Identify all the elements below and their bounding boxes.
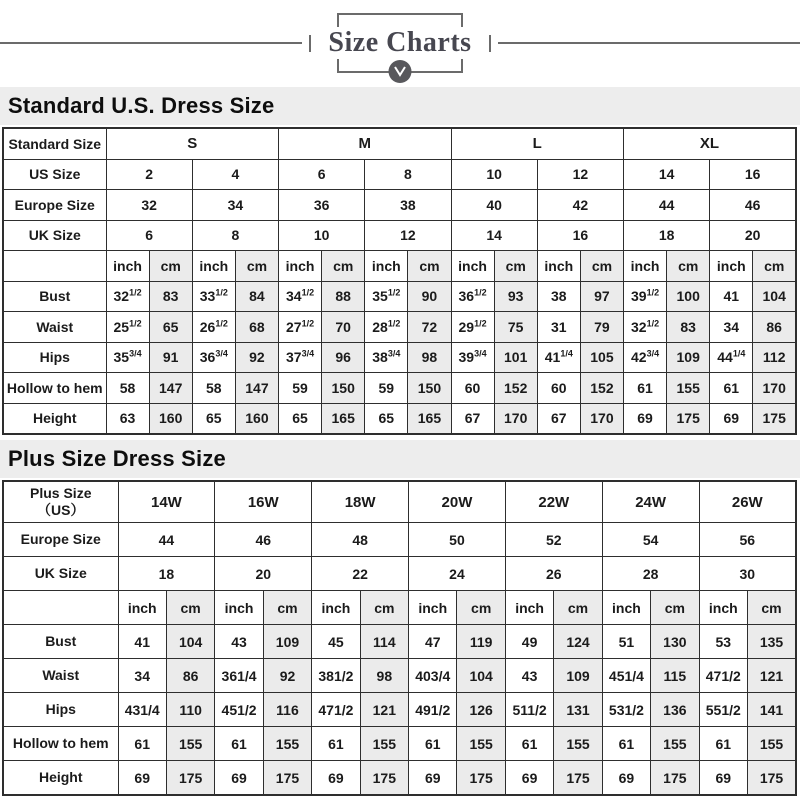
measurement-cell: 61 [118, 727, 166, 761]
measurement-cell: 175 [667, 403, 710, 434]
table-row [3, 727, 796, 761]
measurement-cell: 175 [651, 761, 699, 796]
measurement-cell: $35^{1/2}$ [365, 281, 408, 312]
measurement-cell: 69 [215, 761, 263, 796]
size-header-cell: 12 [537, 159, 623, 190]
measurement-cell: $34^{1/2}$ [279, 281, 322, 312]
size-header-cell: 42 [537, 190, 623, 221]
plus-size-section-heading: Plus Size Dress Size [0, 440, 800, 478]
measurement-cell: 92 [263, 659, 311, 693]
measurement-cell: 34 [118, 659, 166, 693]
table-row [3, 591, 796, 625]
size-header-cell: 28 [602, 557, 699, 591]
measurement-cell: 45 [312, 625, 360, 659]
measurement-cell: $36^{1/2}$ [451, 281, 494, 312]
measurement-cell: 105 [580, 342, 623, 373]
measurement-cell: 84 [235, 281, 278, 312]
unit-header-cell: inch [537, 251, 580, 282]
measurement-cell: 170 [753, 373, 796, 404]
line-end-tick-left [309, 35, 311, 52]
table-row [3, 342, 796, 373]
table-row [3, 190, 796, 221]
measurement-cell: $26^{1/2}$ [192, 312, 235, 343]
measurement-cell: 67 [451, 403, 494, 434]
measurement-cell: 72 [408, 312, 451, 343]
unit-header-cell: cm [457, 591, 505, 625]
table-row [3, 159, 796, 190]
measurement-cell: 49 [505, 625, 553, 659]
measurement-cell: 69 [699, 761, 747, 796]
row-label: Height [3, 403, 106, 434]
unit-header-cell: inch [192, 251, 235, 282]
size-header-cell: 48 [312, 523, 409, 557]
size-header-cell: 10 [451, 159, 537, 190]
measurement-cell: 90 [408, 281, 451, 312]
measurement-cell: 109 [554, 659, 602, 693]
unit-header-cell: cm [360, 591, 408, 625]
measurement-cell: 69 [118, 761, 166, 796]
row-label: Europe Size [3, 523, 118, 557]
size-header-cell: M [279, 128, 452, 159]
row-label: Hollow to hem [3, 727, 118, 761]
size-header-cell: 44 [118, 523, 215, 557]
size-header-cell: 16W [215, 481, 312, 523]
unit-header-cell: inch [409, 591, 457, 625]
size-header-cell: 46 [215, 523, 312, 557]
measurement-cell: 110 [166, 693, 214, 727]
measurement-cell: 175 [457, 761, 505, 796]
measurement-cell: 41 [710, 281, 753, 312]
row-label [3, 251, 106, 282]
measurement-cell: 65 [365, 403, 408, 434]
plus-size-table [2, 480, 797, 796]
measurement-cell: 65 [192, 403, 235, 434]
size-header-cell: 4 [192, 159, 278, 190]
unit-header-cell: cm [554, 591, 602, 625]
measurement-cell: 175 [747, 761, 796, 796]
unit-header-cell: inch [699, 591, 747, 625]
measurement-cell: $32^{1/2}$ [106, 281, 149, 312]
measurement-cell: 38 [537, 281, 580, 312]
measurement-cell: 152 [580, 373, 623, 404]
decorative-line-left [0, 42, 302, 44]
measurement-cell: 61 [215, 727, 263, 761]
unit-header-cell: inch [505, 591, 553, 625]
unit-header-cell: inch [710, 251, 753, 282]
row-label: Waist [3, 312, 106, 343]
size-header-cell: 2 [106, 159, 192, 190]
measurement-cell: 67 [537, 403, 580, 434]
row-label: Plus Size （US） [3, 481, 118, 523]
size-header-cell: 34 [192, 190, 278, 221]
size-header-cell: 18 [118, 557, 215, 591]
measurement-cell: 61 [710, 373, 753, 404]
measurement-cell: 126 [457, 693, 505, 727]
measurement-cell: 165 [322, 403, 365, 434]
size-header-cell: 8 [365, 159, 451, 190]
measurement-cell: 119 [457, 625, 505, 659]
measurement-cell: $35^{3/4}$ [106, 342, 149, 373]
row-label: Hollow to hem [3, 373, 106, 404]
measurement-cell: 155 [360, 727, 408, 761]
measurement-cell: 136 [651, 693, 699, 727]
measurement-cell: 69 [710, 403, 753, 434]
size-header-cell: 26 [505, 557, 602, 591]
unit-header-cell: cm [408, 251, 451, 282]
size-header-cell: S [106, 128, 279, 159]
measurement-cell: $25^{1/2}$ [106, 312, 149, 343]
row-label: Hips [3, 342, 106, 373]
measurement-cell: 53 [699, 625, 747, 659]
table-row [3, 128, 796, 159]
unit-header-cell: cm [166, 591, 214, 625]
table-row [3, 281, 796, 312]
measurement-cell: 124 [554, 625, 602, 659]
size-header-cell: 38 [365, 190, 451, 221]
measurement-cell: 61 [505, 727, 553, 761]
measurement-cell: 43 [505, 659, 553, 693]
measurement-cell: 175 [263, 761, 311, 796]
measurement-cell: 61 [624, 373, 667, 404]
measurement-cell: 61 [409, 727, 457, 761]
measurement-cell: 130 [651, 625, 699, 659]
measurement-cell: $42^{3/4}$ [624, 342, 667, 373]
size-header-cell: 52 [505, 523, 602, 557]
unit-header-cell: inch [451, 251, 494, 282]
size-header-cell: 44 [624, 190, 710, 221]
chevron-down-icon [389, 60, 412, 83]
measurement-cell: 491/2 [409, 693, 457, 727]
size-header-cell: 14W [118, 481, 215, 523]
measurement-cell: 93 [494, 281, 537, 312]
measurement-cell: 104 [753, 281, 796, 312]
measurement-cell: 69 [409, 761, 457, 796]
unit-header-cell: cm [263, 591, 311, 625]
bracket-top-decoration [337, 13, 463, 27]
measurement-cell: 79 [580, 312, 623, 343]
size-header-cell: 32 [106, 190, 192, 221]
measurement-cell: 98 [360, 659, 408, 693]
table-row [3, 557, 796, 591]
measurement-cell: 531/2 [602, 693, 650, 727]
row-label: Hips [3, 693, 118, 727]
measurement-cell: 34 [710, 312, 753, 343]
measurement-cell: $39^{3/4}$ [451, 342, 494, 373]
row-label: UK Size [3, 220, 106, 251]
measurement-cell: 65 [279, 403, 322, 434]
size-header-cell: 56 [699, 523, 796, 557]
row-label: UK Size [3, 557, 118, 591]
row-label: US Size [3, 159, 106, 190]
measurement-cell: 60 [537, 373, 580, 404]
measurement-cell: 121 [747, 659, 796, 693]
row-label: Height [3, 761, 118, 796]
line-end-tick-right [489, 35, 491, 52]
measurement-cell: $27^{1/2}$ [279, 312, 322, 343]
measurement-cell: 155 [667, 373, 710, 404]
measurement-cell: 100 [667, 281, 710, 312]
table-row [3, 693, 796, 727]
measurement-cell: $44^{1/4}$ [710, 342, 753, 373]
table-row [3, 523, 796, 557]
measurement-cell: $36^{3/4}$ [192, 342, 235, 373]
table-row [3, 659, 796, 693]
measurement-cell: 61 [602, 727, 650, 761]
row-label: Bust [3, 625, 118, 659]
measurement-cell: 471/2 [699, 659, 747, 693]
measurement-cell: 88 [322, 281, 365, 312]
unit-header-cell: cm [651, 591, 699, 625]
row-label [3, 591, 118, 625]
measurement-cell: 98 [408, 342, 451, 373]
measurement-cell: 43 [215, 625, 263, 659]
measurement-cell: $29^{1/2}$ [451, 312, 494, 343]
measurement-cell: 160 [235, 403, 278, 434]
measurement-cell: 63 [106, 403, 149, 434]
size-header-cell: 10 [279, 220, 365, 251]
size-header-cell: 18W [312, 481, 409, 523]
measurement-cell: 69 [312, 761, 360, 796]
measurement-cell: 104 [457, 659, 505, 693]
measurement-cell: 83 [667, 312, 710, 343]
measurement-cell: 131 [554, 693, 602, 727]
measurement-cell: 175 [554, 761, 602, 796]
measurement-cell: 92 [235, 342, 278, 373]
table-row [3, 220, 796, 251]
table-row [3, 403, 796, 434]
size-header-cell: 24 [409, 557, 506, 591]
measurement-cell: $38^{3/4}$ [365, 342, 408, 373]
measurement-cell: 86 [166, 659, 214, 693]
size-header-cell: 20 [710, 220, 796, 251]
size-header-cell: 6 [279, 159, 365, 190]
size-header-cell: 20 [215, 557, 312, 591]
measurement-cell: 170 [580, 403, 623, 434]
measurement-cell: 59 [365, 373, 408, 404]
measurement-cell: 60 [451, 373, 494, 404]
measurement-cell: 68 [235, 312, 278, 343]
size-header-cell: L [451, 128, 624, 159]
measurement-cell: 51 [602, 625, 650, 659]
size-header-cell: 22 [312, 557, 409, 591]
size-header-cell: 14 [451, 220, 537, 251]
unit-header-cell: inch [624, 251, 667, 282]
measurement-cell: 121 [360, 693, 408, 727]
measurement-cell: $33^{1/2}$ [192, 281, 235, 312]
measurement-cell: 155 [747, 727, 796, 761]
row-label: Standard Size [3, 128, 106, 159]
unit-header-cell: inch [312, 591, 360, 625]
decorative-line-right [498, 42, 800, 44]
size-header-cell: XL [624, 128, 797, 159]
row-label: Waist [3, 659, 118, 693]
measurement-cell: 451/4 [602, 659, 650, 693]
measurement-cell: 155 [457, 727, 505, 761]
unit-header-cell: inch [106, 251, 149, 282]
unit-header-cell: cm [494, 251, 537, 282]
measurement-cell: $41^{1/4}$ [537, 342, 580, 373]
measurement-cell: 58 [106, 373, 149, 404]
measurement-cell: 47 [409, 625, 457, 659]
measurement-cell: 69 [505, 761, 553, 796]
table-row [3, 251, 796, 282]
measurement-cell: 115 [651, 659, 699, 693]
table-row [3, 481, 796, 523]
measurement-cell: 551/2 [699, 693, 747, 727]
measurement-cell: 75 [494, 312, 537, 343]
size-header-cell: 22W [505, 481, 602, 523]
size-header-cell: 24W [602, 481, 699, 523]
measurement-cell: $32^{1/2}$ [624, 312, 667, 343]
measurement-cell: 471/2 [312, 693, 360, 727]
measurement-cell: 70 [322, 312, 365, 343]
unit-header-cell: cm [580, 251, 623, 282]
standard-size-section-heading: Standard U.S. Dress Size [0, 87, 800, 125]
measurement-cell: 83 [149, 281, 192, 312]
measurement-cell: 175 [166, 761, 214, 796]
measurement-cell: 101 [494, 342, 537, 373]
size-header-cell: 50 [409, 523, 506, 557]
measurement-cell: 175 [753, 403, 796, 434]
table-row [3, 373, 796, 404]
measurement-cell: 431/4 [118, 693, 166, 727]
measurement-cell: 155 [651, 727, 699, 761]
measurement-cell: 114 [360, 625, 408, 659]
measurement-cell: 112 [753, 342, 796, 373]
unit-header-cell: inch [215, 591, 263, 625]
measurement-cell: 147 [235, 373, 278, 404]
unit-header-cell: cm [753, 251, 796, 282]
measurement-cell: 109 [667, 342, 710, 373]
measurement-cell: 59 [279, 373, 322, 404]
measurement-cell: 361/4 [215, 659, 263, 693]
measurement-cell: 150 [322, 373, 365, 404]
size-header-cell: 12 [365, 220, 451, 251]
size-header-cell: 16 [537, 220, 623, 251]
measurement-cell: 165 [408, 403, 451, 434]
table-row [3, 312, 796, 343]
measurement-cell: 155 [554, 727, 602, 761]
size-header-cell: 26W [699, 481, 796, 523]
measurement-cell: 160 [149, 403, 192, 434]
page-header [0, 0, 800, 86]
unit-header-cell: inch [602, 591, 650, 625]
measurement-cell: 91 [149, 342, 192, 373]
measurement-cell: 511/2 [505, 693, 553, 727]
size-header-cell: 14 [624, 159, 710, 190]
table-row [3, 761, 796, 796]
measurement-cell: 96 [322, 342, 365, 373]
measurement-cell: 451/2 [215, 693, 263, 727]
table-row [3, 625, 796, 659]
measurement-cell: 61 [312, 727, 360, 761]
measurement-cell: 61 [699, 727, 747, 761]
size-header-cell: 54 [602, 523, 699, 557]
unit-header-cell: cm [322, 251, 365, 282]
size-header-cell: 46 [710, 190, 796, 221]
unit-header-cell: cm [235, 251, 278, 282]
size-header-cell: 20W [409, 481, 506, 523]
measurement-cell: 31 [537, 312, 580, 343]
measurement-cell: 141 [747, 693, 796, 727]
measurement-cell: 150 [408, 373, 451, 404]
size-header-cell: 36 [279, 190, 365, 221]
size-charts-title-block [318, 13, 481, 74]
measurement-cell: 65 [149, 312, 192, 343]
standard-size-table [2, 127, 797, 435]
measurement-cell: 152 [494, 373, 537, 404]
bracket-bottom-decoration [337, 59, 463, 73]
measurement-cell: 97 [580, 281, 623, 312]
measurement-cell: 175 [360, 761, 408, 796]
measurement-cell: 41 [118, 625, 166, 659]
measurement-cell: $28^{1/2}$ [365, 312, 408, 343]
size-header-cell: 16 [710, 159, 796, 190]
measurement-cell: 69 [624, 403, 667, 434]
unit-header-cell: cm [667, 251, 710, 282]
measurement-cell: 155 [166, 727, 214, 761]
unit-header-cell: inch [118, 591, 166, 625]
row-label: Europe Size [3, 190, 106, 221]
row-label: Bust [3, 281, 106, 312]
unit-header-cell: inch [279, 251, 322, 282]
measurement-cell: $39^{1/2}$ [624, 281, 667, 312]
measurement-cell: 109 [263, 625, 311, 659]
measurement-cell: 135 [747, 625, 796, 659]
measurement-cell: 104 [166, 625, 214, 659]
measurement-cell: 116 [263, 693, 311, 727]
unit-header-cell: cm [149, 251, 192, 282]
measurement-cell: 381/2 [312, 659, 360, 693]
measurement-cell: 69 [602, 761, 650, 796]
measurement-cell: $37^{3/4}$ [279, 342, 322, 373]
page-title: Size Charts [328, 26, 472, 58]
measurement-cell: 86 [753, 312, 796, 343]
size-header-cell: 8 [192, 220, 278, 251]
unit-header-cell: inch [365, 251, 408, 282]
size-header-cell: 6 [106, 220, 192, 251]
measurement-cell: 147 [149, 373, 192, 404]
measurement-cell: 403/4 [409, 659, 457, 693]
size-header-cell: 30 [699, 557, 796, 591]
measurement-cell: 170 [494, 403, 537, 434]
unit-header-cell: cm [747, 591, 796, 625]
size-header-cell: 18 [624, 220, 710, 251]
measurement-cell: 155 [263, 727, 311, 761]
size-header-cell: 40 [451, 190, 537, 221]
measurement-cell: 58 [192, 373, 235, 404]
